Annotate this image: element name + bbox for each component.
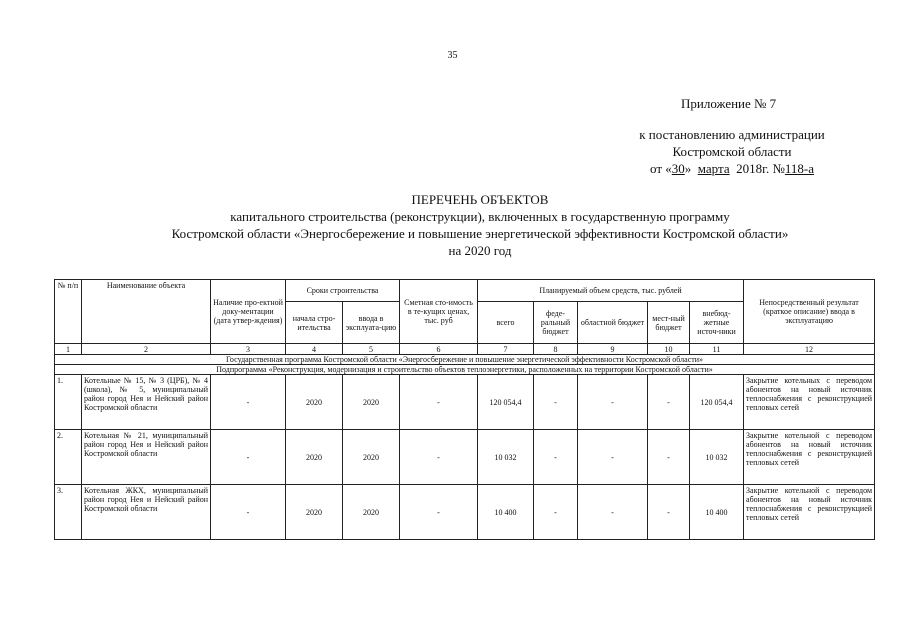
decree-month: марта bbox=[697, 161, 730, 176]
header-line-3: Костромской области «Энергосбережение и повышение энергетической эффективности Костромской области» bbox=[171, 226, 789, 241]
col-header-docs: Наличие про-ектной доку-ментации (дата утвер-ждения) bbox=[211, 280, 286, 344]
subprogram-row bbox=[55, 365, 875, 375]
table-row bbox=[55, 430, 875, 485]
column-number: 12 bbox=[744, 344, 875, 355]
row-index: 1. bbox=[55, 375, 82, 430]
row-regional: - bbox=[578, 430, 648, 485]
column-number: 11 bbox=[690, 344, 744, 355]
row-local: - bbox=[648, 430, 690, 485]
decree-reference bbox=[624, 126, 840, 177]
page-number: 35 bbox=[447, 50, 458, 61]
row-object-name: Котельная № 21, муниципальный район город Нея и Нейский район Костромской области bbox=[82, 430, 211, 485]
col-header-name: Наименование объекта bbox=[82, 280, 211, 344]
decree-number: 118-а bbox=[784, 161, 815, 176]
row-cost: - bbox=[400, 430, 478, 485]
program-title: Государственная программа Костромской области «Энергосбережение и повышение энергетической эффективности Костромской области» bbox=[55, 355, 875, 365]
column-numbers-row bbox=[55, 344, 875, 355]
column-number: 5 bbox=[343, 344, 400, 355]
col-header-result: Непосредственный результат (краткое описание) ввода в эксплуатацию bbox=[744, 280, 875, 344]
decree-line-2: Костромской области bbox=[672, 144, 792, 159]
row-start: 2020 bbox=[286, 375, 343, 430]
decree-line-1: к постановлению администрации bbox=[639, 127, 825, 142]
header-line-4: на 2020 год bbox=[448, 243, 512, 258]
column-number: 9 bbox=[578, 344, 648, 355]
col-header-terms: Сроки строительства bbox=[286, 280, 400, 302]
col-header-planned: Планируемый объем средств, тыс. рублей bbox=[478, 280, 744, 302]
table-row bbox=[55, 375, 875, 430]
column-number: 10 bbox=[648, 344, 690, 355]
objects-table bbox=[54, 279, 875, 540]
column-number: 1 bbox=[55, 344, 82, 355]
row-start: 2020 bbox=[286, 485, 343, 540]
row-object-name: Котельная ЖКХ, муниципальный район город Нея и Нейский район Костромской области bbox=[82, 485, 211, 540]
row-docs: - bbox=[211, 485, 286, 540]
decree-date-prefix: от « bbox=[649, 161, 672, 176]
decree-year: 2018г. № bbox=[736, 161, 785, 176]
row-total: 10 032 bbox=[478, 430, 534, 485]
row-cost: - bbox=[400, 485, 478, 540]
row-docs: - bbox=[211, 430, 286, 485]
row-result: Закрытие котельных с переводом абонентов на новый источник теплоснабжения с реконструкцией тепловых сетей bbox=[744, 375, 875, 430]
col-header-extra: внебюд-жетные источ-ники bbox=[690, 302, 744, 344]
col-header-regional: областной бюджет bbox=[578, 302, 648, 344]
row-commission: 2020 bbox=[343, 485, 400, 540]
row-local: - bbox=[648, 485, 690, 540]
decree-date-line bbox=[624, 160, 840, 177]
row-regional: - bbox=[578, 375, 648, 430]
row-docs: - bbox=[211, 375, 286, 430]
col-header-cost: Сметная сто-имость в те-кущих ценах, тыс. руб bbox=[400, 280, 478, 344]
row-extra: 120 054,4 bbox=[690, 375, 744, 430]
column-number: 8 bbox=[534, 344, 578, 355]
row-federal: - bbox=[534, 375, 578, 430]
col-header-start: начала стро-ительства bbox=[286, 302, 343, 344]
row-total: 120 054,4 bbox=[478, 375, 534, 430]
row-start: 2020 bbox=[286, 430, 343, 485]
row-object-name: Котельные № 15, № 3 (ЦРБ), № 4 (школа), № 5, муниципальный район город Нея и Нейский район Костромской области bbox=[82, 375, 211, 430]
col-header-total: всего bbox=[478, 302, 534, 344]
row-federal: - bbox=[534, 430, 578, 485]
row-result: Закрытие котельной с переводом абонентов на новый источник теплоснабжения с реконструкцией тепловых сетей bbox=[744, 430, 875, 485]
row-commission: 2020 bbox=[343, 430, 400, 485]
row-extra: 10 032 bbox=[690, 430, 744, 485]
subprogram-title: Подпрограмма «Реконструкция, модернизация и строительство объектов теплоэнергетики, расположенных на территории Костромской области» bbox=[55, 365, 875, 375]
column-number: 7 bbox=[478, 344, 534, 355]
decree-date-mid: » bbox=[684, 161, 692, 176]
column-number: 6 bbox=[400, 344, 478, 355]
program-row bbox=[55, 355, 875, 365]
appendix-title: Приложение № 7 bbox=[681, 96, 777, 111]
row-cost: - bbox=[400, 375, 478, 430]
row-index: 3. bbox=[55, 485, 82, 540]
row-federal: - bbox=[534, 485, 578, 540]
decree-day: 30 bbox=[671, 161, 685, 176]
col-header-local: мест-ный бюджет bbox=[648, 302, 690, 344]
column-number: 3 bbox=[211, 344, 286, 355]
header-line-2: капитального строительства (реконструкции), включенных в государственную программу bbox=[230, 209, 730, 224]
table-row bbox=[55, 485, 875, 540]
col-header-index: № п/п bbox=[55, 280, 82, 344]
row-result: Закрытие котельной с переводом абонентов на новый источник теплоснабжения с реконструкцией тепловых сетей bbox=[744, 485, 875, 540]
column-number: 2 bbox=[82, 344, 211, 355]
header-line-1: ПЕРЕЧЕНЬ ОБЪЕКТОВ bbox=[411, 192, 549, 207]
row-total: 10 400 bbox=[478, 485, 534, 540]
col-header-commission: ввода в эксплуата-цию bbox=[343, 302, 400, 344]
row-extra: 10 400 bbox=[690, 485, 744, 540]
document-header bbox=[110, 191, 850, 259]
column-number: 4 bbox=[286, 344, 343, 355]
row-regional: - bbox=[578, 485, 648, 540]
row-commission: 2020 bbox=[343, 375, 400, 430]
row-local: - bbox=[648, 375, 690, 430]
col-header-federal: феде-ральный бюджет bbox=[534, 302, 578, 344]
row-index: 2. bbox=[55, 430, 82, 485]
